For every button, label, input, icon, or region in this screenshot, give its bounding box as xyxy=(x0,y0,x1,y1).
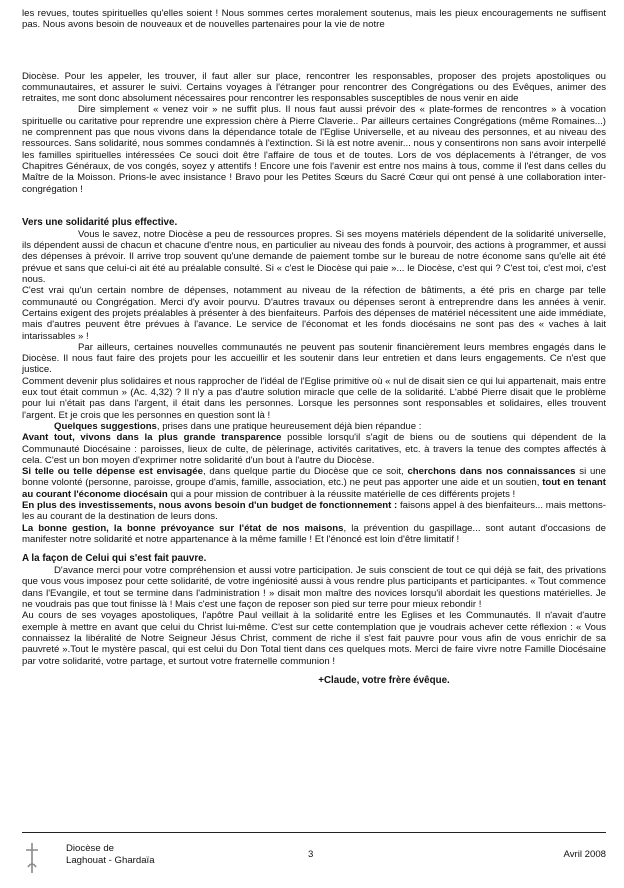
paragraph: les revues, toutes spirituelles qu'elles soient ! Nous sommes certes moralement soutenus, mais les pieux encouragements ne suffisent pas. Nous avons besoin de nouveaux et de nouvelles partenaires pour la vie de notre xyxy=(22,8,606,31)
paragraph: Comment devenir plus solidaires et nous rapprocher de l'idéal de l'Eglise primitive où « nul de disait sien ce qui lui appartenait, mais entre eux tout était commun » (Ac. 4,32) ? Il n'y a pas d'autre solution miracle que celle de la solidarité. L'abbé Pierre disait que le problème pour lui n'était pas dans l'argent, il était dans les personnes. Lorsque les personnes sont responsables et solidaires, elles trouvent l'argent. Et je crois que les personnes en question sont là ! xyxy=(22,375,606,421)
bold-text: Quelques suggestions xyxy=(54,420,157,432)
suggestion-item: Si telle ou telle dépense est envisagée, dans quelque partie du Diocèse que ce soit, cherchons dans nos connaissances si une bonne volonté (personne, paroisse, groupe d'amis, famille, association, etc.) ne peut pas apporter une aide et un soutien, tout en tenant au courant l'économe diocésain qui a pour mission de contribuer à la réussite matérielle de ces différents projets ! xyxy=(22,466,606,500)
bold-text: cherchons dans nos connaissances xyxy=(407,466,576,478)
suggestions-intro: Quelques suggestions, prises dans une pratique heureusement déjà bien répandue : xyxy=(54,420,422,432)
section-heading: Vers une solidarité plus effective. xyxy=(22,216,178,228)
paragraph: C'est vrai qu'un certain nombre de dépenses, notamment au niveau de la réfection de bâtiments, a été pris en charge par telle communauté ou Congrégation. Merci d'y avoir pourvu. D'autres travaux ou dépenses seront à entreprendre dans les années à venir. Certains exigent des projets préalables à présenter à des bienfaiteurs. Parfois des dépenses de matériel nécessitent une aide immédiate, mais d'autres peuvent être prévues à l'avance. Le service de l'économat et les fonds diocésains ne sont pas des « vaches à lait intarissables » ! xyxy=(22,285,606,342)
paragraph: Au cours de ses voyages apostoliques, l'apôtre Paul veillait à la solidarité entre les Eglises et les Communautés. Il n'avait d'autre exemple à mettre en avant que celui du Christ lui-même. C'est sur cette contemplation que je voudrais achever cette réflexion : « Vous connaissez la libéralité de Notre Seigneur Jésus Christ, comment de riche il s'est fait pauvre pour vous afin de vous enrichir de sa pauvreté ».Tout le mystère pascal, qui est celui du Don Total tient dans ces quelques mots. Merci de faire vivre notre Famille Diocésaine par votre solidarité, votre partage, et surtout votre fraternelle communion ! xyxy=(22,610,606,667)
paragraph: D'avance merci pour votre compréhension et aussi votre participation. Je suis conscient de tout ce qui déjà se fait, des privations que vous vous imposez pour cette solidarité, de votre ingéniosité aussi à vous rendre plus participants et participantes. « Tout commence dans l'Evangile, et tout se termine dans l'administration ! » disait mon maître des novices lorsqu'il abordait les questions matérielles. Je ne voudrais pas que tout finisse là ! Mais c'est une façon de reposer son pied sur terre pour mieux rebondir ! xyxy=(22,565,606,611)
page-number: 3 xyxy=(308,849,314,860)
bold-text: tout en tenant au courant l'économe diocésain xyxy=(22,477,606,500)
paragraph: Dire simplement « venez voir » ne suffit plus. Il nous faut aussi prévoir des « plate-formes de rencontres » à vocation spirituelle ou caritative pour reprendre une expression chère à Pierre Claverie.. Par ailleurs certaines Congrégations (même Romaines...) ne comprennent pas que nous vivons dans la dépendance totale de l'Eglise Universelle, et au niveau des personnes, et au niveau des ressources. Sans solidarité, nous sommes condamnés à l'extinction. Si là est notre avenir... nous y consentirons non sans avoir interpellé les familles spirituelles intéressées Ce souci doit être l'affaire de tous et de toutes. Lors de vos déplacements à l'étranger, de vos Chapitres Généraux, de vos congés, soyez y attentifs ! Encore une fois l'avenir est entre nos mains à tous, comme il l'est dans celles du Maître de la Moisson. Prions-le avec insistance ! Bravo pour les Petites Sœurs du Sacré Cœur qui ont pensé à une collaboration inter-congrégation ! xyxy=(22,104,606,195)
page-footer xyxy=(22,832,606,883)
paragraph: Diocèse. Pour les appeler, les trouver, il faut aller sur place, rencontrer les responsables, proposer des projets apostoliques ou communautaires, et assurer le suivi. Certains voyages à l'étranger pour rencontrer des Congrégations ou des Evêques, animer des retraites, me sont donc absolument nécessaires pour rencontrer les responsables susceptibles de nous venir en aide xyxy=(22,70,606,105)
paragraph: Vous le savez, notre Diocèse a peu de ressources propres. Si ses moyens matériels dépendent de la solidarité universelle, ils dépendent aussi de chacun et chacune d'entre nous, en particulier au niveau des fonds à pourvoir, des actions à programmer, et aussi des dépenses à prévoir. Il arrive trop souvent qu'une demande de paiement tombe sur le bureau de notre économe sans qu'elle ait été prévue et sans que celui-ci ait été au préalable consulté. Si « c'est le Diocèse qui paie »... le Diocèse, c'est qui ? C'est toi, c'est moi, c'est nous. xyxy=(22,228,606,286)
suggestion-item: Avant tout, vivons dans la plus grande transparence possible lorsqu'il s'agit de biens ou de soutiens qui dépendent de la Communauté Diocésaine : paroisses, lieux de culte, de pèlerinage, activités caritatives, etc. à travers la tenue des comptes affectés à cela. C'est un bon moyen d'exprimer notre solidarité d'un bout à l'autre du Diocèse. xyxy=(22,432,606,466)
paragraph: Par ailleurs, certaines nouvelles communautés ne peuvent pas soutenir financièrement leurs membres engagés dans le Diocèse. Il nous faut faire des projets pour les accueillir et les soutenir dans leur entretien et dans leurs engagements. Ce n'est que justice. xyxy=(22,341,606,376)
suggestion-item: La bonne gestion, la bonne prévoyance sur l'état de nos maisons, la prévention du gaspillage... sont autant d'occasions de manifester notre solidarité et notre appartenance à la même famille ! Et l'énoncé est loin d'être limitatif ! xyxy=(22,522,607,545)
bold-text: Avant tout, vivons dans la plus grande transparence xyxy=(22,432,282,444)
diocese-name: Diocèse de Laghouat - Ghardaïa xyxy=(66,843,155,866)
section-heading: A la façon de Celui qui s'est fait pauvre. xyxy=(22,553,207,565)
bold-text: La bonne gestion, la bonne prévoyance sur l'état de nos maisons xyxy=(22,522,344,534)
signature: +Claude, votre frère évêque. xyxy=(318,674,450,686)
suggestion-item: En plus des investissements, nous avons besoin d'un budget de fonctionnement : faisons appel à des bienfaiteurs... mais mettons-les au courant de la destination de leurs dons. xyxy=(22,499,606,523)
letter-body xyxy=(22,8,606,686)
cross-icon xyxy=(22,841,42,875)
issue-date: Avril 2008 xyxy=(563,849,606,860)
bold-text: Si telle ou telle dépense est envisagée xyxy=(22,466,203,478)
bold-text: En plus des investissements, nous avons besoin d'un budget de fonctionnement : xyxy=(22,499,398,511)
